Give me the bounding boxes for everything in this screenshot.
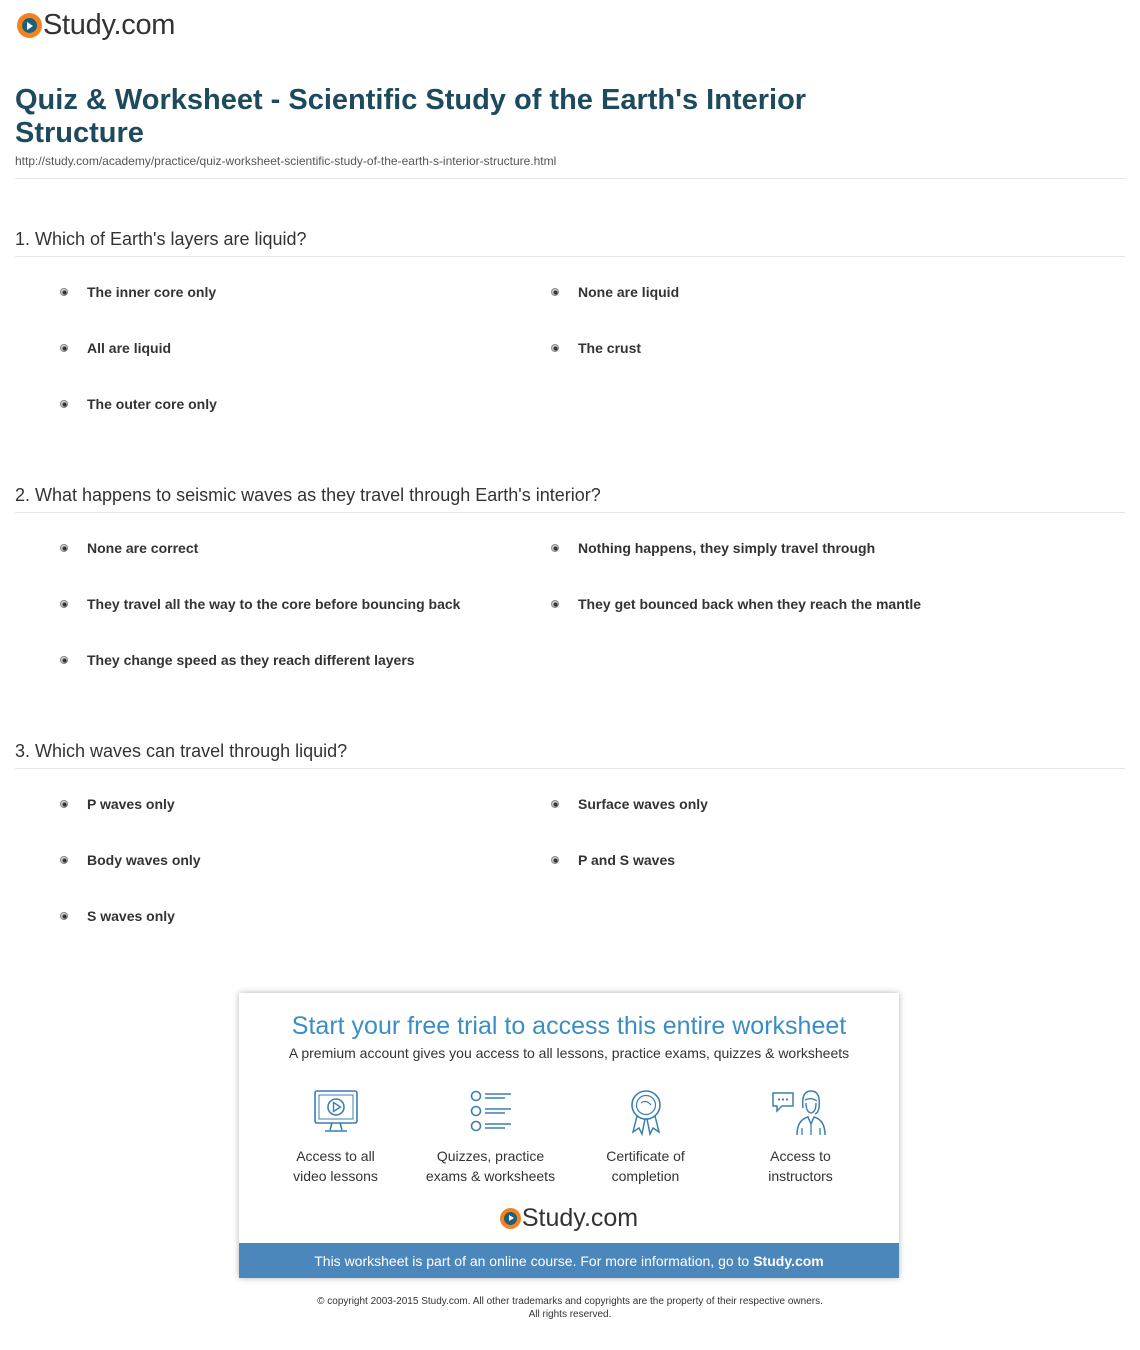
logo-text: Study.com — [43, 9, 176, 41]
radio-icon[interactable] — [60, 600, 68, 608]
radio-icon[interactable] — [60, 800, 68, 808]
copyright-text: © copyright 2003-2015 Study.com. All other trademarks and copyrights are the property of their respective owners. — [317, 1296, 823, 1307]
option-label: S waves only — [87, 908, 175, 924]
option-radio[interactable] — [551, 796, 708, 812]
page-title: Quiz & Worksheet - Scientific Study of the Earth's Interior Structure — [15, 84, 807, 149]
promo-logo[interactable] — [239, 1205, 899, 1231]
option-label: Surface waves only — [578, 796, 708, 812]
radio-icon[interactable] — [551, 600, 559, 608]
feature-label-line1: Access to all — [296, 1148, 375, 1164]
option-radio[interactable] — [60, 340, 171, 356]
free-trial-promo — [239, 993, 899, 1278]
option-radio[interactable] — [60, 652, 415, 668]
radio-icon[interactable] — [551, 344, 559, 352]
radio-icon[interactable] — [60, 656, 68, 664]
option-radio[interactable] — [551, 340, 641, 356]
feature-label-line1: Access to — [770, 1148, 831, 1164]
option-label: P waves only — [87, 796, 175, 812]
radio-icon[interactable] — [551, 856, 559, 864]
option-label: They travel all the way to the core before bouncing back — [87, 596, 461, 612]
option-label: None are correct — [87, 540, 199, 556]
divider — [15, 178, 1125, 179]
feature-video-lessons — [258, 1088, 413, 1186]
feature-label-line2: instructors — [768, 1168, 833, 1184]
feature-label-line2: exams & worksheets — [425, 1168, 556, 1184]
option-label: The inner core only — [87, 284, 217, 300]
logo-text: Study.com — [521, 1204, 639, 1232]
page-url: http://study.com/academy/practice/quiz-worksheet-scientific-study-of-the-earth-s-interior-structure.html — [15, 154, 557, 168]
radio-icon[interactable] — [60, 288, 68, 296]
feature-label-line1: Quizzes, practice — [436, 1148, 545, 1164]
option-radio[interactable] — [60, 852, 201, 868]
radio-icon[interactable] — [60, 856, 68, 864]
radio-icon[interactable] — [60, 400, 68, 408]
instructor-icon — [771, 1088, 831, 1136]
divider — [15, 256, 1125, 257]
certificate-icon — [622, 1088, 670, 1136]
divider — [15, 512, 1125, 513]
feature-label-line1: Certificate of — [606, 1148, 685, 1164]
option-radio[interactable] — [60, 284, 216, 300]
option-radio[interactable] — [551, 596, 921, 612]
option-radio[interactable] — [551, 852, 675, 868]
option-label: Nothing happens, they simply travel through — [578, 540, 876, 556]
bar-link[interactable]: Study.com — [753, 1252, 824, 1269]
option-radio[interactable] — [60, 596, 460, 612]
option-label: They get bounced back when they reach the mantle — [578, 596, 922, 612]
option-label: Body waves only — [87, 852, 201, 868]
feature-label-line2: video lessons — [293, 1168, 378, 1184]
option-label: They change speed as they reach different layers — [87, 652, 415, 668]
promo-heading[interactable]: Start your free trial to access this entire worksheet — [291, 1012, 847, 1040]
bar-text: This worksheet is part of an online course. For more information, go to — [314, 1252, 750, 1269]
feature-instructors — [723, 1088, 878, 1186]
option-radio[interactable] — [551, 540, 875, 556]
option-label: P and S waves — [578, 852, 676, 868]
course-info-bar — [239, 1243, 899, 1278]
footer-copyright — [0, 1295, 1140, 1321]
feature-certificate — [568, 1088, 723, 1186]
radio-icon[interactable] — [60, 912, 68, 920]
play-logo-icon — [500, 1208, 521, 1229]
quiz-list-icon — [467, 1088, 515, 1136]
feature-quizzes — [413, 1088, 568, 1186]
promo-subheading: A premium account gives you access to all lessons, practice exams, quizzes & worksheets — [288, 1045, 850, 1061]
studycom-logo[interactable] — [17, 10, 175, 40]
question-2: 2. What happens to seismic waves as they travel through Earth's interior? — [15, 485, 601, 505]
radio-icon[interactable] — [551, 544, 559, 552]
option-label: All are liquid — [87, 340, 172, 356]
radio-icon[interactable] — [551, 288, 559, 296]
play-logo-icon — [17, 13, 42, 38]
option-label: The crust — [578, 340, 642, 356]
radio-icon[interactable] — [60, 544, 68, 552]
radio-icon[interactable] — [60, 344, 68, 352]
radio-icon[interactable] — [551, 800, 559, 808]
video-lesson-icon — [312, 1088, 360, 1136]
option-label: None are liquid — [578, 284, 680, 300]
divider — [15, 768, 1125, 769]
option-label: The outer core only — [87, 396, 217, 412]
option-radio[interactable] — [551, 284, 679, 300]
feature-label-line2: completion — [611, 1168, 680, 1184]
option-radio[interactable] — [60, 540, 198, 556]
option-radio[interactable] — [60, 796, 175, 812]
question-1: 1. Which of Earth's layers are liquid? — [15, 229, 307, 249]
rights-text: All rights reserved. — [528, 1309, 612, 1320]
option-radio[interactable] — [60, 396, 217, 412]
option-radio[interactable] — [60, 908, 175, 924]
question-3: 3. Which waves can travel through liquid? — [15, 741, 348, 761]
